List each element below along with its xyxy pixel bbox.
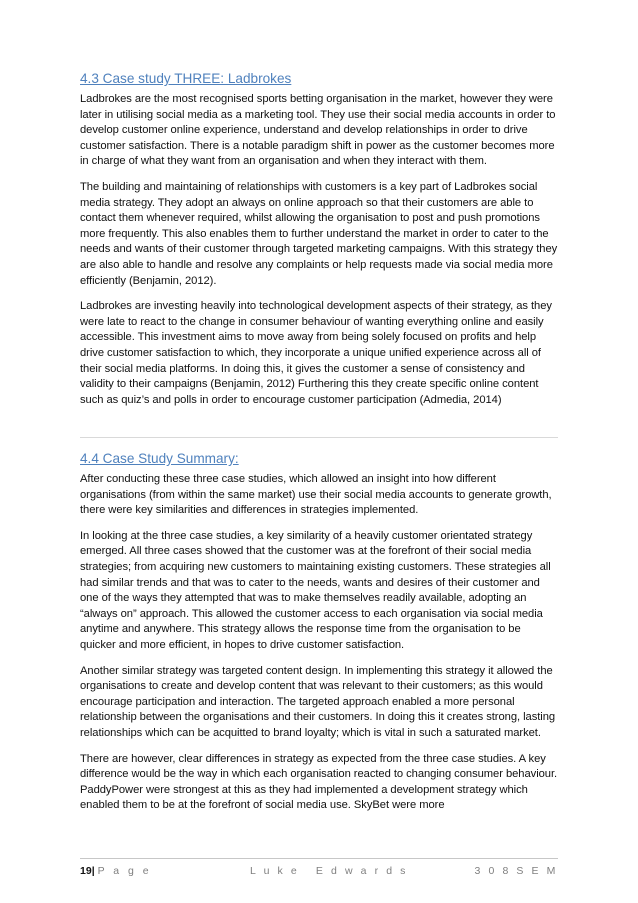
page-footer xyxy=(80,865,558,881)
page-word: P a g e xyxy=(97,865,152,877)
paragraph: There are however, clear differences in strategy as expected from the three case studies. A key difference would be the way in which each organisation reacted to changing consumer behaviour. PaddyPower were strongest at this as they had implemented a development strategy which enabled them to be at the forefront of social media use. SkyBet were more xyxy=(80,752,558,812)
paragraph: Another similar strategy was targeted content design. In implementing this strategy it allowed the organisations to create and develop content that was relevant to their customers; as this would encourage participation and interaction. The targeted approach enabled a more personal relationship between the organisations and their customers. In doing this it creates strong, lasting relationships which can be acquitted to brand loyalty; which is vital in such a saturated market. xyxy=(80,664,556,739)
section-case-study-three xyxy=(80,70,558,408)
paragraph: Ladbrokes are the most recognised sports betting organisation in the market, however they were later in utilising social media as a marketing tool. They use their social media accounts in order to develop customer online experience, understand and develop relationships in order to drive customer satisfaction. There is a notable paradigm shift in power as the customer becomes more in charge of what they want from an organisation and when they interact with them. xyxy=(80,93,556,168)
module-code: 3 0 8 S E M xyxy=(474,865,558,877)
paragraph: The building and maintaining of relationships with customers is a key part of Ladbrokes social media strategy. They adopt an always on online approach so that their customers are able to contact them whenever required, whilst allowing the organisation to post and push promotions more frequently. This also enables them to further understand the market in order to cater to the needs and wants of their customer through targeted marketing campaigns. With this strategy they are also able to handle and resolve any complaints or help requests made via social media more efficiently (Benjamin, 2012). xyxy=(80,180,558,287)
paragraph: In looking at the three case studies, a key similarity of a heavily customer orientated strategy emerged. All three cases showed that the customer was at the forefront of their social media strategies; from acquiring new customers to maintaining existing customers. These strategies all had similar trends and that was to cater to the needs, wants and desires of their customer and one of the ways they attempted that was to make themselves readily available, adopting an “always on” approach. This allowed the customer access to each organisation via social media anytime and anywhere. This strategy allows the response time from the organisation to be quicker and more efficient, in hopes to drive customer satisfaction. xyxy=(80,529,551,651)
section-heading: 4.4 Case Study Summary: xyxy=(80,451,239,466)
document-page xyxy=(80,70,558,812)
page-number: 19 xyxy=(80,865,92,877)
paragraph: After conducting these three case studies, which allowed an insight into how different organisations (from within the same market) use their social media accounts to generate growth, there were key similarities and differences in strategies implemented. xyxy=(80,473,552,517)
author-name: L u k e E d w a r d s xyxy=(250,865,409,877)
paragraph: Ladbrokes are investing heavily into technological development aspects of their strategy, as they were late to react to the change in consumer behaviour of wanting everything online and easily accessible. This investment aims to move away from being solely focused on profits and help drive customer satisfaction to which, they incorporate a unique unified experience across all of their social media platforms. In doing this, it gives the customer a sense of consistency and validity to their campaigns (Benjamin, 2012) Furthering this they create specific online content such as quiz’s and polls in order to encourage customer participation (Admedia, 2014) xyxy=(80,300,552,406)
page-separator: | xyxy=(91,865,95,877)
section-case-study-summary xyxy=(80,450,558,824)
section-divider xyxy=(80,437,558,438)
footer-divider xyxy=(80,858,558,859)
page-number-label xyxy=(80,865,152,877)
section-heading: 4.3 Case study THREE: Ladbrokes xyxy=(80,71,292,86)
